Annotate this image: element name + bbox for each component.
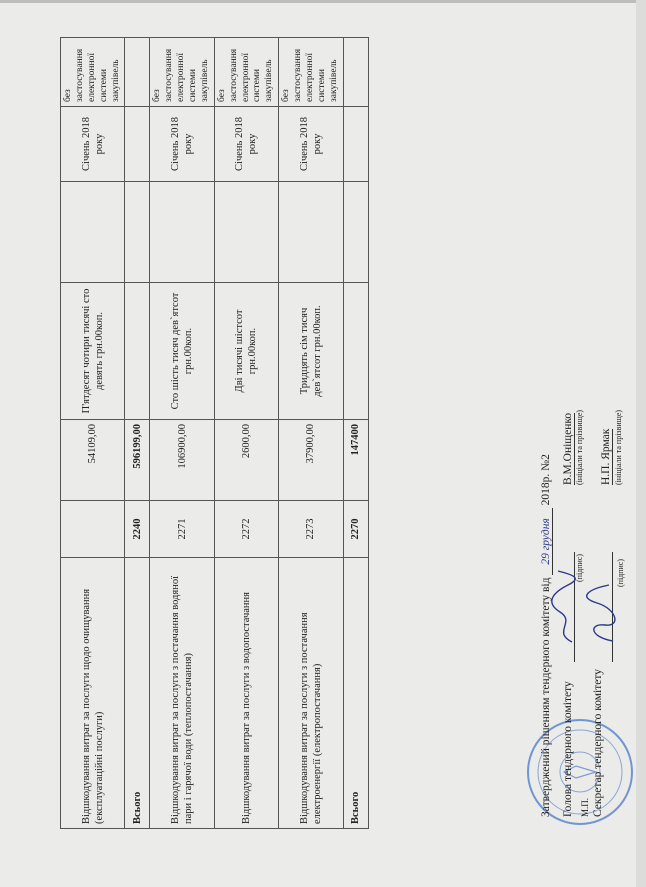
cell-code: 2272 bbox=[214, 501, 278, 558]
cell-date bbox=[343, 107, 368, 182]
approval-text: Затверджений рішенням тендерного комітету від bbox=[540, 577, 552, 817]
cell-procedure bbox=[343, 38, 368, 107]
signature-caption: (підпис) bbox=[616, 558, 625, 587]
chair-name: В.М.Оніщенко bbox=[562, 412, 574, 485]
cell-name: Всього bbox=[125, 558, 150, 829]
cell-words bbox=[343, 283, 368, 420]
cell-words: П'ятдесят чотири тисячі сто девять грн.00коп. bbox=[61, 283, 125, 420]
cell-words bbox=[125, 283, 150, 420]
cell-date: Січень 2018 року bbox=[279, 107, 343, 182]
cell-name: Всього bbox=[343, 558, 368, 829]
cell-code: 2270 bbox=[343, 501, 368, 558]
cell-procedure: без застосування електронної системи закупівель bbox=[279, 38, 343, 107]
cell-blank bbox=[61, 182, 125, 283]
secretary-label: Секретар тендерного комітету bbox=[592, 669, 604, 817]
secretary-name: Н.П. Ярмак bbox=[600, 428, 612, 485]
cell-sum: 2600,00 bbox=[214, 420, 278, 501]
signature-caption: (підпис) bbox=[575, 553, 584, 582]
cell-procedure: без застосування електронної системи закупівель bbox=[150, 38, 214, 107]
cell-code: 2273 bbox=[279, 501, 343, 558]
cell-name: Відшкодування витрат за послуги з постачання водяної пари і гарячої води (теплопостачання) bbox=[150, 558, 214, 829]
name-caption: (ініціали та прізвище) bbox=[614, 409, 623, 485]
cell-name: Відшкодування витрат за послуги щодо очищування (експлуатаційні послуги) bbox=[61, 558, 125, 829]
table-row-total bbox=[125, 38, 150, 829]
cell-words: Дві тисячі шістсот грн.00коп. bbox=[214, 283, 278, 420]
cell-sum: 54109,00 bbox=[61, 420, 125, 501]
cell-blank bbox=[125, 182, 150, 283]
cell-sum: 106900,00 bbox=[150, 420, 214, 501]
table-row bbox=[61, 38, 125, 829]
cell-name: Відшкодування витрат за послуги з постачання електроенергії (електропостачання) bbox=[279, 558, 343, 829]
cell-words: Тридцять сім тисяч дев`ятсот грн.00коп. bbox=[279, 283, 343, 420]
cell-name: Відшкодування витрат за послуги з водопостачання bbox=[214, 558, 278, 829]
cell-blank bbox=[150, 182, 214, 283]
cell-sum: 147400 bbox=[343, 420, 368, 501]
cell-procedure: без застосування електронної системи закупівель bbox=[214, 38, 278, 107]
cell-sum: 596199,00 bbox=[125, 420, 150, 501]
cell-date: Січень 2018 року bbox=[150, 107, 214, 182]
cell-code: 2240 bbox=[125, 501, 150, 558]
approval-date-handwritten: 29 грудня bbox=[540, 508, 553, 574]
cell-date: Січень 2018 року bbox=[61, 107, 125, 182]
table-row bbox=[279, 38, 343, 829]
procurement-table bbox=[60, 37, 369, 829]
cell-words: Сто шість тисяч дев`ятсот грн.00коп. bbox=[150, 283, 214, 420]
chair-label: Голова тендерного комітету bbox=[562, 681, 574, 817]
cell-code bbox=[61, 501, 125, 558]
approval-number: 2018р. №2 bbox=[540, 454, 552, 506]
table-row-total bbox=[343, 38, 368, 829]
table-row bbox=[214, 38, 278, 829]
cell-code: 2271 bbox=[150, 501, 214, 558]
cell-date: Січень 2018 року bbox=[214, 107, 278, 182]
name-caption: (ініціали та прізвище) bbox=[575, 409, 584, 485]
secretary-signature bbox=[583, 579, 623, 649]
cell-blank bbox=[343, 182, 368, 283]
cell-procedure bbox=[125, 38, 150, 107]
seal-place-label: М.П. bbox=[580, 797, 590, 817]
cell-blank bbox=[279, 182, 343, 283]
cell-procedure: без застосування електронної системи закупівель bbox=[61, 38, 125, 107]
cell-date bbox=[125, 107, 150, 182]
cell-sum: 37900,00 bbox=[279, 420, 343, 501]
cell-blank bbox=[214, 182, 278, 283]
table-row bbox=[150, 38, 214, 829]
